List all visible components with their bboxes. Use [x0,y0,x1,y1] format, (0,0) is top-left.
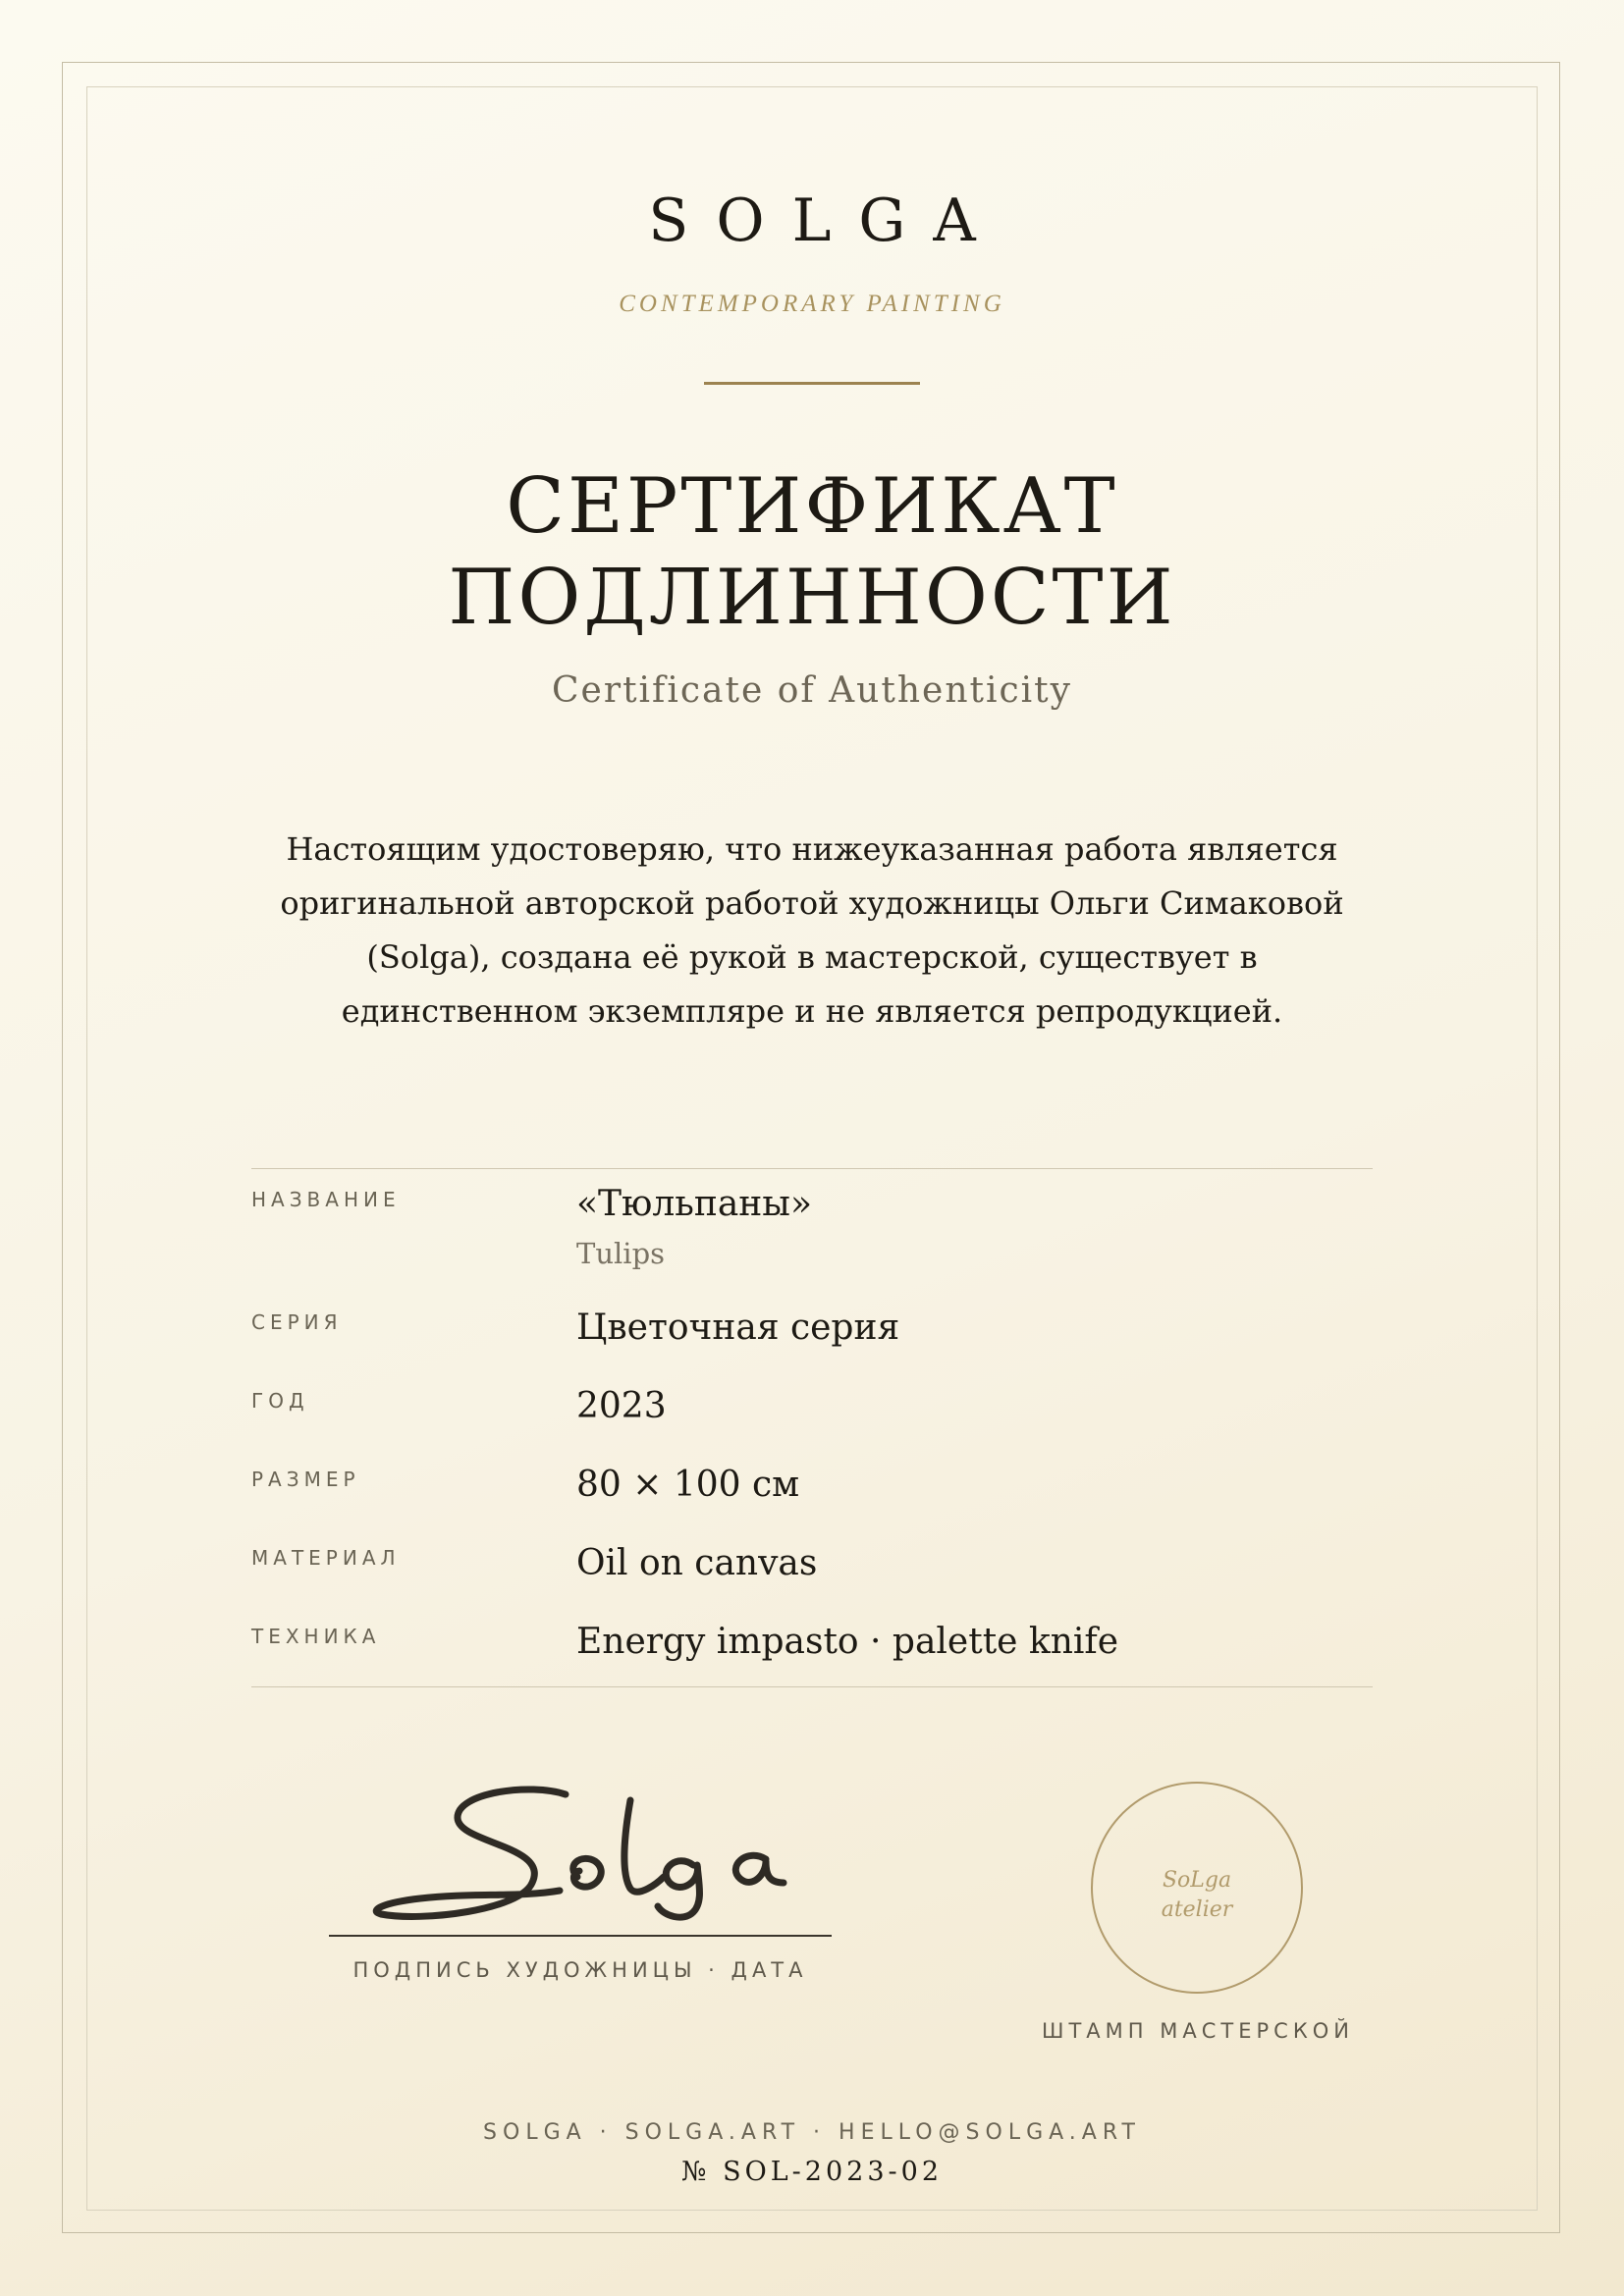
field-label-year: ГОД [251,1389,309,1413]
footer-contacts: SOLGA · SOLGA.ART · HELLO@SOLGA.ART [483,2120,1141,2145]
artist-signature [363,1775,815,1932]
field-label-technique: ТЕХНИКА [251,1625,381,1648]
gold-divider [704,382,920,385]
stamp-text [1093,1866,1301,1925]
details-bottom-rule [251,1686,1373,1687]
certificate-subtitle: Certificate of Authenticity [552,670,1072,711]
field-label-series: СЕРИЯ [251,1310,343,1334]
title-line-2: ПОДЛИННОСТИ [448,554,1176,642]
field-value-size: 80 × 100 см [576,1465,800,1505]
certificate-title [0,461,1624,644]
field-value-series: Цветочная серия [576,1308,900,1348]
brand-name: SOLGA [648,187,1003,255]
signature-caption: ПОДПИСЬ ХУДОЖНИЦЫ · ДАТА [352,1958,808,1982]
title-line-1: СЕРТИФИКАТ [506,462,1118,551]
field-value-technique: Energy impasto · palette knife [576,1622,1119,1662]
field-label-material: МАТЕРИАЛ [251,1546,401,1570]
field-value-year: 2023 [576,1386,667,1426]
stamp-line-2: atelier [1161,1897,1233,1922]
signature-line [329,1935,832,1937]
brand-tagline: CONTEMPORARY PAINTING [619,291,1005,317]
field-value-material: Oil on canvas [576,1543,818,1583]
field-label-size: РАЗМЕР [251,1468,360,1491]
certificate-number: № SOL-2023-02 [680,2157,943,2187]
field-value-title: «Тюльпаны» [576,1184,812,1224]
details-top-rule [251,1168,1373,1169]
stamp-line-1: SoLga [1162,1868,1232,1893]
field-value-title-english: Tulips [576,1237,666,1270]
field-label-title: НАЗВАНИЕ [251,1188,401,1211]
stamp-caption: ШТАМП МАСТЕРСКОЙ [1042,2019,1354,2043]
workshop-stamp [1091,1782,1303,1994]
authenticity-statement: Настоящим удостоверяю, что нижеуказанная работа является оригинальной авторской работой художницы Ольги Симаковой (Solga), создана её рукой в мастерской, существует в единственном экземпляре и не является репродукцией. [280,830,1344,1030]
